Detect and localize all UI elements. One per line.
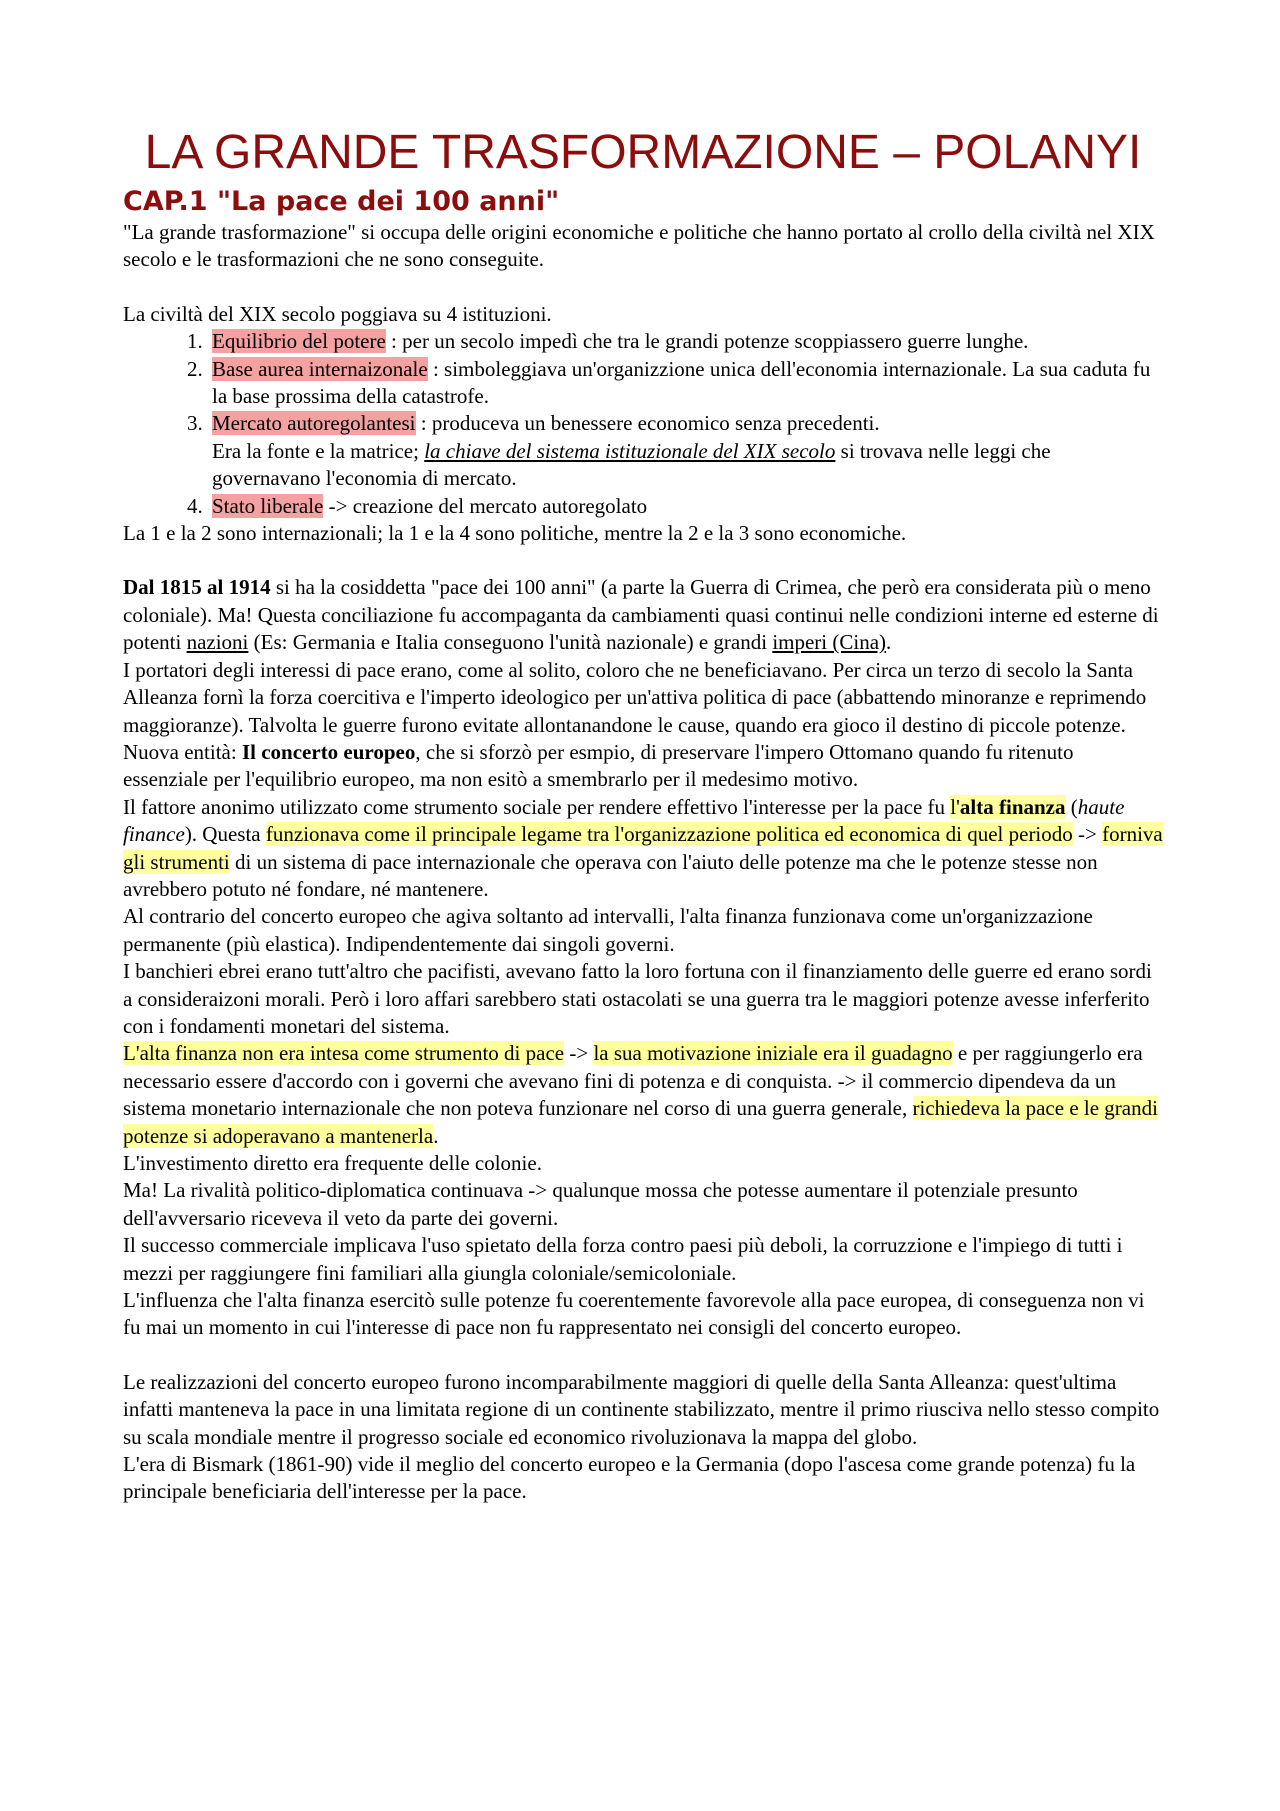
emphasis-text: la chiave del sistema istituzionale del XIX secolo (424, 438, 836, 463)
list-item: 3. Mercato autoregolantesi : produceva un benessere economico senza precedenti. Era la fonte e la matrice; la chiave del sistema istituzionale del XIX secolo si trovava nelle leggi che governavano l'economia di mercato. (208, 410, 1163, 492)
list-item: 2. Base aurea internaizonale : simboleggiava un'organizzione unica dell'economia internazionale. La sua caduta fu la base prossima della catastrofe. (208, 356, 1163, 411)
paragraph-pace-100-anni: Dal 1815 al 1914 si ha la cosiddetta "pace dei 100 anni" (a parte la Guerra di Crimea, che però era considerata più o meno coloniale). Ma! Questa conciliazione fu accompaganta da cambiamenti quasi continui nelle condizioni interne ed esterne di potenti nazioni (Es: Germania e Italia conseguono l'unità nazionale) e grandi imperi (Cina). (123, 575, 1159, 655)
institutions-list (123, 328, 1163, 520)
classification-paragraph: La 1 e la 2 sono internazionali; la 1 e la 4 sono politiche, mentre la 2 e la 3 sono economiche. (123, 521, 907, 546)
document-title: LA GRANDE TRASFORMAZIONE – POLANYI (144, 126, 1142, 179)
chapter-heading: CAP.1 "La pace dei 100 anni" (123, 186, 560, 217)
list-item: 1. Equilibrio del potere : per un secolo impedì che tra le grandi potenze scoppiassero guerre lunghe. (208, 328, 1163, 355)
intro-paragraph: "La grande trasformazione" si occupa delle origini economiche e politiche che hanno portato al crollo della civiltà nel XIX secolo e le trasformazioni che ne sono conseguite. (123, 220, 1155, 272)
paragraph-concerto-europeo: Nuova entità: Il concerto europeo, che si sforzò per esmpio, di preservare l'impero Ottomano quando fu ritenuto essenziale per l'equilibrio europeo, ma non esitò a smembrarlo per il medesimo motivo. (123, 739, 1074, 792)
paragraph-successo-commerciale: Il successo commerciale implicava l'uso spietato della forza contro paesi più deboli, la corruzzione e l'impiego di tutti i mezzi per raggiungere fini familiari alla giungla coloniale/semicoloniale. (123, 1233, 1123, 1285)
highlighted-term: Equilibrio del potere (212, 329, 386, 354)
paragraph-banchieri: I banchieri ebrei erano tutt'altro che pacifisti, avevano fatto la loro fortuna con il finanziamento delle guerre ed erano sordi a consideraizoni morali. Però i loro affari sarebbero stati ostacolati se una guerra tra le maggiori potenze avesse inferferito con i fondamenti monetari del sistema. (123, 959, 1152, 1038)
paragraph-rivalita: Ma! La rivalità politico-diplomatica continuava -> qualunque mossa che potesse aumentare il potenziale presunto dell'avversario riceveva il veto da parte dei governi. (123, 1178, 1078, 1230)
paragraph-investimento: L'investimento diretto era frequente delle colonie. (123, 1151, 542, 1175)
paragraph-organizzazione-permanente: Al contrario del concerto europeo che agiva soltanto ad intervalli, l'alta finanza funzionava come un'organizzazione permanente (più elastica). Indipendentemente dai singoli governi. (123, 904, 1093, 956)
paragraph-influenza: L'influenza che l'alta finanza esercitò sulle potenze fu coerentemente favorevole alla pace europea, di conseguenza non vi fu mai un momento in cui l'interesse di pace non fu rappresentato nei consigli del concerto europeo. (123, 1288, 1145, 1340)
highlighted-term: Stato liberale (212, 493, 324, 518)
document-page (123, 0, 1163, 1506)
highlighted-term: Mercato autoregolantesi (212, 411, 416, 436)
list-item: 4. Stato liberale -> creazione del mercato autoregolato (208, 493, 1163, 520)
paragraph-realizzazioni: Le realizzazioni del concerto europeo furono incomparabilmente maggiori di quelle della Santa Alleanza: quest'ultima infatti manteneva la pace in una limitata regione di un continente stabilizzato, mentre il primo riusciva nello stesso compito su scala mondiale mentre il progresso sociale ed economico rivoluzionava la mappa del globo. (123, 1369, 1160, 1449)
paragraph-bismark: L'era di Bismark (1861-90) vide il meglio del concerto europeo e la Germania (dopo l'ascesa come grande potenza) fu la principale beneficiaria dell'interesse per la pace. (123, 1452, 1136, 1504)
paragraph-motivazione: L'alta finanza non era intesa come strumento di pace -> la sua motivazione iniziale era il guadagno e per raggiungerlo era necessario essere d'accordo con i governi che avevano fini di potenza e di conquista. -> il commercio dipendeva da un sistema monetario internazionale che non poteva funzionare nel corso di una guerra generale, richiedeva la pace e le grandi potenze si adoperavano a mantenerla. (123, 1041, 1158, 1148)
institutions-intro: La civiltà del XIX secolo poggiava su 4 istituzioni. (123, 301, 552, 326)
highlighted-term: Base aurea internaizonale (212, 356, 428, 381)
paragraph-alta-finanza: Il fattore anonimo utilizzato come strumento sociale per rendere effettivo l'interesse per la pace fu l'alta finanza (haute finance). Questa funzionava come il principale legame tra l'organizzazione politica ed economica di quel periodo -> forniva gli strumenti di un sistema di pace internazionale che operava con l'aiuto delle potenze ma che le potenze stesse non avrebbero potuto né fondare, né mantenere. (123, 794, 1163, 901)
paragraph-santa-alleanza: I portatori degli interessi di pace erano, come al solito, coloro che ne beneficiavano. Per circa un terzo di secolo la Santa Alleanza fornì la forza coercitiva e l'imperto ideologico per un'attiva politica di pace (abbattendo minoranze e reprimendo maggioranze). Talvolta le guerre furono evitate allontanandone le cause, quando era gioco il destino di piccole potenze. (123, 657, 1147, 737)
